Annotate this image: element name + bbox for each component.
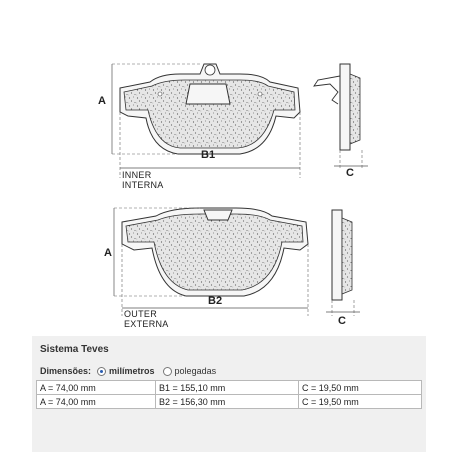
- inner-side-view: [314, 64, 368, 170]
- outer-center-tab: [204, 210, 232, 220]
- panel-title: Sistema Teves: [40, 344, 109, 355]
- inner-dimension-a-label: A: [98, 95, 106, 107]
- inner-dimension-c-label: C: [346, 167, 354, 179]
- outer-dimension-b2-label: B2: [208, 295, 223, 307]
- inner-dimension-b1-label: B1: [201, 149, 216, 161]
- outer-side-view: [326, 210, 360, 316]
- cell-dimension-b: B1 = 155,10 mm: [156, 381, 299, 395]
- outer-dimension-c-label: C: [338, 315, 346, 327]
- units-selector: [40, 364, 224, 378]
- outer-dimension-a-label: A: [104, 247, 112, 259]
- cell-dimension-b: B2 = 156,30 mm: [156, 395, 299, 409]
- unit-option-millimeters[interactable]: [97, 366, 155, 376]
- radio-millimeters[interactable]: [97, 367, 106, 376]
- outer-pad-front-view: [104, 208, 360, 329]
- inner-center-boss: [186, 84, 230, 104]
- outer-side-label-pt: EXTERNA: [124, 319, 169, 329]
- outer-side-label-en: OUTER: [124, 309, 157, 319]
- radio-inches[interactable]: [163, 367, 172, 376]
- inner-side-label-en: INNER: [122, 170, 152, 180]
- table-row: [37, 381, 422, 395]
- dimensions-panel: [32, 336, 426, 452]
- cell-dimension-c: C = 19,50 mm: [299, 395, 422, 409]
- inner-clip-circle: [205, 65, 215, 75]
- table-row: [37, 395, 422, 409]
- inner-pad-front-view: [98, 64, 368, 190]
- cell-dimension-a: A = 74,00 mm: [37, 395, 156, 409]
- unit-option-inches[interactable]: [163, 366, 217, 376]
- dimensions-label: Dimensões:: [40, 366, 92, 376]
- unit-label-millimeters: milímetros: [109, 366, 155, 376]
- cell-dimension-a: A = 74,00 mm: [37, 381, 156, 395]
- inner-side-label-pt: INTERNA: [122, 180, 164, 190]
- unit-label-inches: polegadas: [174, 366, 217, 376]
- dimensions-table: [36, 380, 422, 409]
- cell-dimension-c: C = 19,50 mm: [299, 381, 422, 395]
